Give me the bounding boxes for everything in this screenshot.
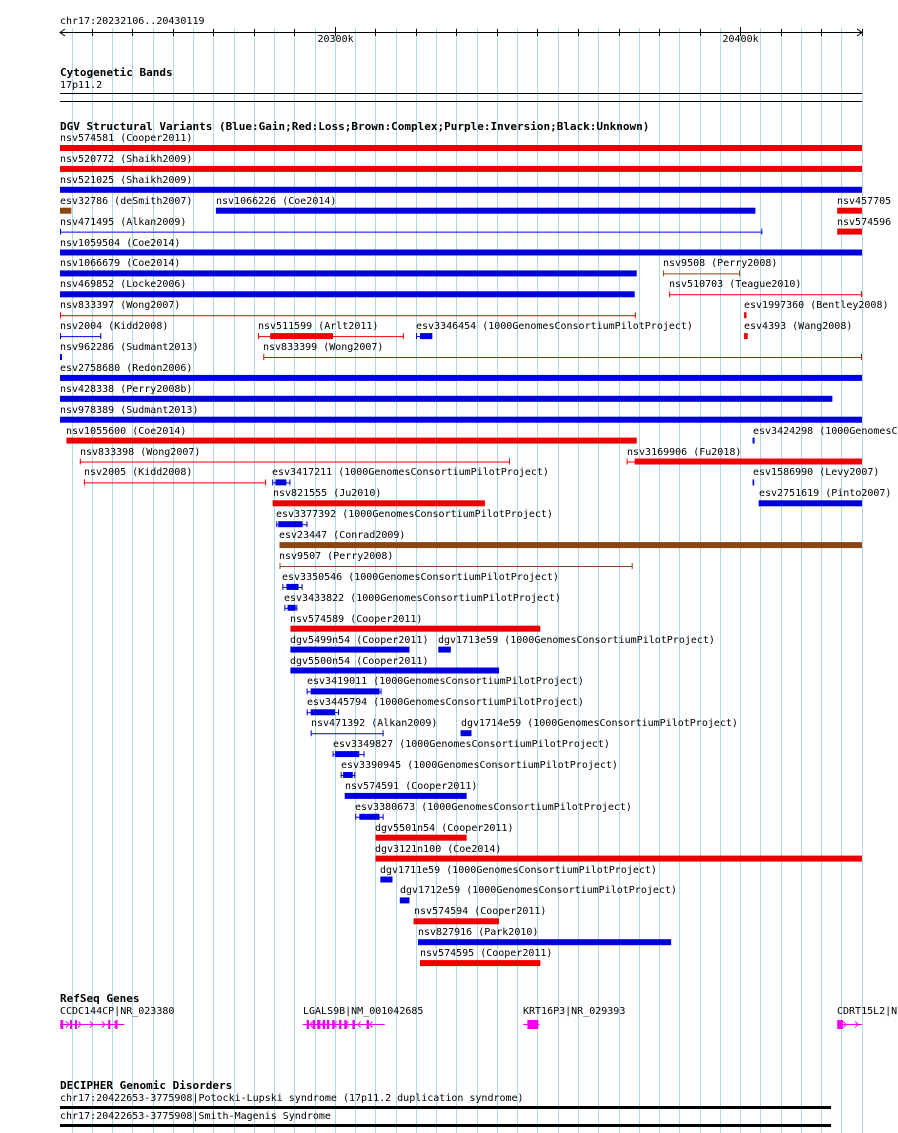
strand-arrow (843, 1022, 846, 1028)
strand-arrow (334, 1022, 337, 1028)
cytoband-bar (60, 93, 862, 94)
variant-label[interactable]: esv1997360 (Bentley2008) (744, 300, 889, 312)
gene-exon (108, 1020, 110, 1029)
structural-variant[interactable] (80, 459, 510, 465)
gene-label[interactable]: CDRT15L2|N (837, 1006, 898, 1017)
gene-model[interactable] (523, 1020, 539, 1029)
strand-arrow (66, 1022, 69, 1028)
variant-bar (60, 208, 71, 214)
variant-bar (418, 939, 671, 945)
structural-variant[interactable] (345, 793, 467, 799)
variant-label[interactable]: esv1586990 (Levy2007) (753, 467, 880, 479)
structural-variant[interactable] (837, 229, 862, 235)
variant-bar (60, 417, 862, 423)
structural-variant[interactable] (60, 187, 862, 193)
variant-label[interactable]: nsv962286 (Sudmant2013) (60, 342, 199, 353)
ruler-right-arrow (857, 29, 862, 36)
variant-label[interactable]: nsv2004 (Kidd2008) (60, 321, 169, 333)
structural-variant[interactable] (60, 250, 862, 256)
variant-bar (438, 647, 451, 653)
decipher-disorder-bar (60, 1124, 831, 1127)
strand-arrow (90, 1022, 93, 1028)
structural-variant[interactable] (669, 291, 862, 297)
structural-variant[interactable] (416, 333, 432, 339)
variant-bar (414, 918, 499, 924)
variant-bar (759, 500, 862, 506)
structural-variant[interactable] (375, 856, 862, 862)
variant-bar (375, 856, 862, 862)
structural-variant[interactable] (744, 312, 746, 318)
structural-variant[interactable] (744, 333, 748, 339)
variant-label[interactable]: esv3350546 (1000GenomesConsortiumPilotProject) (282, 571, 559, 583)
variant-bar (60, 291, 635, 297)
variant-bar (60, 187, 862, 193)
variant-label[interactable]: dgv5500n54 (Cooper2011) (290, 655, 429, 667)
variant-label[interactable]: nsv3169906 (Fu2018) (627, 446, 742, 458)
structural-variant[interactable] (307, 709, 339, 715)
gene-exon (313, 1020, 315, 1029)
strand-arrow (322, 1022, 325, 1028)
strand-arrow (114, 1022, 117, 1028)
variant-label[interactable]: dgv1712e59 (1000GenomesConsortiumPilotProject) (400, 885, 677, 897)
strand-arrow (346, 1022, 349, 1028)
structural-variant[interactable] (60, 396, 832, 402)
structural-variant[interactable] (60, 145, 862, 151)
variant-bar (635, 459, 862, 465)
structural-variant[interactable] (60, 166, 862, 172)
structural-variant[interactable] (355, 814, 383, 820)
variant-bar (60, 375, 862, 381)
variant-label[interactable]: esv3417211 (1000GenomesConsortiumPilotProject) (272, 467, 549, 479)
structural-variant[interactable] (60, 270, 637, 276)
variant-label[interactable]: nsv574596 (837, 216, 892, 228)
structural-variant[interactable] (216, 208, 755, 214)
gene-exon (527, 1020, 538, 1029)
gene-label[interactable]: CCDC144CP|NR_023380 (60, 1006, 175, 1017)
variant-label[interactable]: esv2758680 (Redon2006) (60, 362, 193, 374)
structural-variant[interactable] (66, 438, 636, 444)
structural-variant[interactable] (333, 751, 365, 757)
variant-label[interactable]: nsv827916 (Park2010) (418, 927, 539, 939)
variant-label[interactable]: nsv9508 (Perry2008) (663, 258, 778, 270)
decipher-disorder-bar (60, 1106, 831, 1109)
variant-bar (290, 668, 499, 674)
variant-bar (343, 772, 353, 778)
variant-bar (273, 500, 485, 506)
variant-bar (345, 793, 467, 799)
structural-variant[interactable] (753, 479, 755, 485)
gene-model[interactable] (837, 1020, 862, 1029)
gene-exon (115, 1020, 117, 1029)
structural-variant[interactable] (284, 605, 297, 611)
variant-bar (60, 396, 832, 402)
variant-label[interactable]: nsv521025 (Shaikh2009) (60, 174, 193, 186)
strand-arrow (530, 1022, 533, 1028)
variant-bar (375, 835, 466, 841)
gene-exon (837, 1020, 843, 1029)
variant-label[interactable]: dgv5501n54 (Cooper2011) (375, 822, 514, 834)
structural-variant[interactable] (400, 897, 410, 903)
structural-variant[interactable] (307, 688, 382, 694)
variant-bar (744, 333, 748, 339)
structural-variant[interactable] (418, 939, 671, 945)
structural-variant[interactable] (627, 459, 862, 465)
structural-variant[interactable] (279, 563, 632, 569)
cytoband-label[interactable]: 17p11.2 (60, 80, 103, 91)
variant-label[interactable]: esv32786 (deSmith2007) (60, 195, 193, 207)
variant-label[interactable]: nsv511599 (Arlt2011) (258, 321, 379, 333)
gene-exon (323, 1020, 325, 1029)
variant-label[interactable]: esv3424298 (1000GenomesC (753, 425, 898, 437)
variant-label[interactable]: esv3346454 (1000GenomesConsortiumPilotProject) (416, 321, 693, 333)
dgv-track-title: DGV Structural Variants (Blue:Gain;Red:Loss;Brown:Complex;Purple:Inversion;Black:Unknown) (60, 120, 650, 133)
structural-variant[interactable] (60, 208, 71, 214)
variant-bar (744, 312, 746, 318)
variant-label[interactable]: dgv5499n54 (Cooper2011) (290, 634, 429, 646)
structural-variant[interactable] (759, 500, 862, 506)
variant-bar (290, 626, 540, 632)
variant-label[interactable]: esv23447 (Conrad2009) (279, 530, 406, 542)
gene-exon (339, 1020, 341, 1029)
variant-bar (400, 897, 410, 903)
variant-label[interactable]: nsv574594 (Cooper2011) (414, 906, 547, 918)
structural-variant[interactable] (290, 668, 499, 674)
variant-label[interactable]: nsv821555 (Ju2010) (273, 488, 382, 500)
variant-label[interactable]: nsv574589 (Cooper2011) (290, 613, 423, 625)
variant-bar (420, 333, 432, 339)
variant-bar (66, 438, 636, 444)
variant-label[interactable]: dgv1713e59 (1000GenomesConsortiumPilotProject) (438, 634, 715, 646)
variant-bar (380, 877, 392, 883)
refseq-track-title: RefSeq Genes (60, 992, 140, 1005)
structural-variant[interactable] (311, 730, 384, 736)
variant-label[interactable]: nsv457705 (837, 195, 892, 207)
variant-bar (359, 814, 379, 820)
variant-label[interactable]: nsv471392 (Alkan2009) (311, 718, 438, 730)
locus-label: chr17:20232106..20430119 (60, 16, 205, 27)
variant-bar (60, 250, 862, 256)
structural-variant[interactable] (438, 647, 451, 653)
variant-label[interactable]: nsv469852 (Locke2006) (60, 279, 187, 291)
variant-label[interactable]: nsv1059504 (Coe2014) (60, 237, 181, 249)
structural-variant[interactable] (282, 584, 302, 590)
gene-model[interactable] (303, 1020, 385, 1029)
variant-label[interactable]: esv4393 (Wang2008) (744, 321, 853, 333)
variant-label[interactable]: nsv520772 (Shaikh2009) (60, 153, 193, 165)
structural-variant[interactable] (341, 772, 356, 778)
variant-bar (288, 605, 296, 611)
structural-variant[interactable] (414, 918, 499, 924)
structural-variant[interactable] (420, 960, 540, 966)
structural-variant[interactable] (461, 730, 472, 736)
gene-label[interactable]: KRT16P3|NR_029393 (523, 1006, 626, 1017)
structural-variant[interactable] (273, 500, 485, 506)
structural-variant[interactable] (60, 229, 762, 235)
strand-arrow (310, 1022, 313, 1028)
variant-label[interactable]: nsv574581 (Cooper2011) (60, 133, 193, 144)
variant-bar (270, 333, 333, 339)
variant-label[interactable]: esv3433822 (1000GenomesConsortiumPilotProject) (284, 592, 561, 604)
variant-label[interactable]: dgv1711e59 (1000GenomesConsortiumPilotProject) (380, 864, 657, 876)
variant-bar (837, 229, 862, 235)
variant-label[interactable]: nsv1066679 (Coe2014) (60, 258, 181, 270)
variant-label[interactable]: nsv574591 (Cooper2011) (345, 780, 478, 792)
variant-label[interactable]: dgv3121n100 (Coe2014) (375, 843, 502, 855)
variant-label[interactable]: esv2751619 (Pinto2007) (759, 488, 892, 500)
strand-arrow (102, 1022, 105, 1028)
gene-exon (352, 1020, 354, 1029)
variant-bar (461, 730, 472, 736)
variant-bar (60, 166, 862, 172)
strand-arrow (358, 1022, 361, 1028)
variant-label[interactable]: nsv833399 (Wong2007) (263, 342, 384, 353)
structural-variant[interactable] (60, 312, 636, 318)
decipher-track-title: DECIPHER Genomic Disorders (60, 1079, 233, 1092)
structural-variant[interactable] (837, 208, 862, 214)
variant-label[interactable]: nsv1066226 (Coe2014) (216, 195, 337, 207)
variant-bar (60, 354, 62, 360)
gene-label[interactable]: LGALS9B|NM_001042685 (303, 1006, 424, 1017)
structural-variant[interactable] (60, 417, 862, 423)
variant-bar (279, 542, 862, 548)
variant-bar (275, 479, 286, 485)
structural-variant[interactable] (279, 542, 862, 548)
structural-variant[interactable] (375, 835, 466, 841)
structural-variant[interactable] (290, 647, 409, 653)
structural-variant[interactable] (380, 877, 392, 883)
structural-variant[interactable] (272, 479, 290, 485)
variant-bar (286, 584, 298, 590)
gene-exon (317, 1020, 320, 1029)
strand-arrow (78, 1022, 81, 1028)
gene-exon (367, 1020, 369, 1029)
structural-variant[interactable] (290, 626, 540, 632)
variant-label[interactable]: nsv2005 (Kidd2008) (84, 467, 193, 479)
gene-exon (332, 1020, 334, 1029)
variant-label[interactable]: nsv510703 (Teague2010) (669, 279, 802, 291)
variant-bar (420, 960, 540, 966)
variant-label[interactable]: nsv428338 (Perry2008b) (60, 383, 193, 395)
structural-variant[interactable] (276, 521, 307, 527)
variant-label[interactable]: esv3349827 (1000GenomesConsortiumPilotProject) (333, 739, 610, 751)
variant-label[interactable]: esv3419011 (1000GenomesConsortiumPilotProject) (307, 676, 584, 688)
variant-label[interactable]: esv3380673 (1000GenomesConsortiumPilotProject) (355, 801, 632, 813)
structural-variant[interactable] (84, 479, 266, 485)
structural-variant[interactable] (258, 333, 404, 339)
gene-exon (60, 1020, 63, 1029)
ruler-tick-label: 20400k (722, 34, 759, 45)
structural-variant[interactable] (263, 354, 862, 360)
variant-bar (216, 208, 755, 214)
strand-arrow (370, 1022, 373, 1028)
variant-label[interactable]: nsv833398 (Wong2007) (80, 446, 201, 458)
structural-variant[interactable] (60, 375, 862, 381)
variant-bar (335, 751, 359, 757)
gene-exon (307, 1020, 309, 1029)
variant-label[interactable]: esv3377392 (1000GenomesConsortiumPilotProject) (276, 509, 553, 521)
variant-bar (290, 647, 409, 653)
variant-label[interactable]: nsv9507 (Perry2008) (279, 551, 394, 562)
variant-bar (60, 270, 637, 276)
cytobands-track-title: Cytogenetic Bands (60, 66, 173, 79)
variant-label[interactable]: dgv1714e59 (1000GenomesConsortiumPilotProject) (461, 718, 738, 730)
variant-label[interactable]: nsv1055600 (Coe2014) (66, 425, 187, 437)
gene-exon (70, 1020, 72, 1029)
variant-label[interactable]: nsv833397 (Wong2007) (60, 300, 181, 312)
variant-bar (311, 688, 380, 694)
ruler-left-arrow (60, 29, 65, 36)
variant-bar (60, 145, 862, 151)
variant-label[interactable]: esv3390945 (1000GenomesConsortiumPilotProject) (341, 760, 618, 771)
variant-bar (837, 208, 862, 214)
structural-variant[interactable] (60, 333, 101, 339)
variant-label[interactable]: nsv471495 (Alkan2009) (60, 216, 187, 228)
structural-variant[interactable] (753, 438, 755, 444)
gene-exon (344, 1020, 346, 1029)
variant-label[interactable]: nsv978389 (Sudmant2013) (60, 404, 199, 416)
strand-arrow (855, 1022, 858, 1028)
gene-model[interactable] (60, 1020, 124, 1029)
variant-label[interactable]: nsv574595 (Cooper2011) (420, 948, 553, 960)
variant-bar (311, 709, 335, 715)
gene-exon (327, 1020, 329, 1029)
cytoband-bar-bottom (60, 101, 862, 102)
decipher-disorder-label[interactable]: chr17:20422653-3775908|Smith-Magenis Syndrome (60, 1111, 331, 1122)
structural-variant[interactable] (60, 291, 635, 297)
variant-label[interactable]: esv3445794 (1000GenomesConsortiumPilotProject) (307, 697, 584, 709)
decipher-disorder-label[interactable]: chr17:20422653-3775908|Potocki-Lupski syndrome (17p11.2 duplication syndrome) (60, 1093, 524, 1104)
variant-bar (278, 521, 302, 527)
gene-exon (75, 1020, 77, 1029)
structural-variant[interactable] (60, 354, 62, 360)
structural-variant[interactable] (663, 270, 740, 276)
ruler-tick-label: 20300k (317, 34, 354, 45)
